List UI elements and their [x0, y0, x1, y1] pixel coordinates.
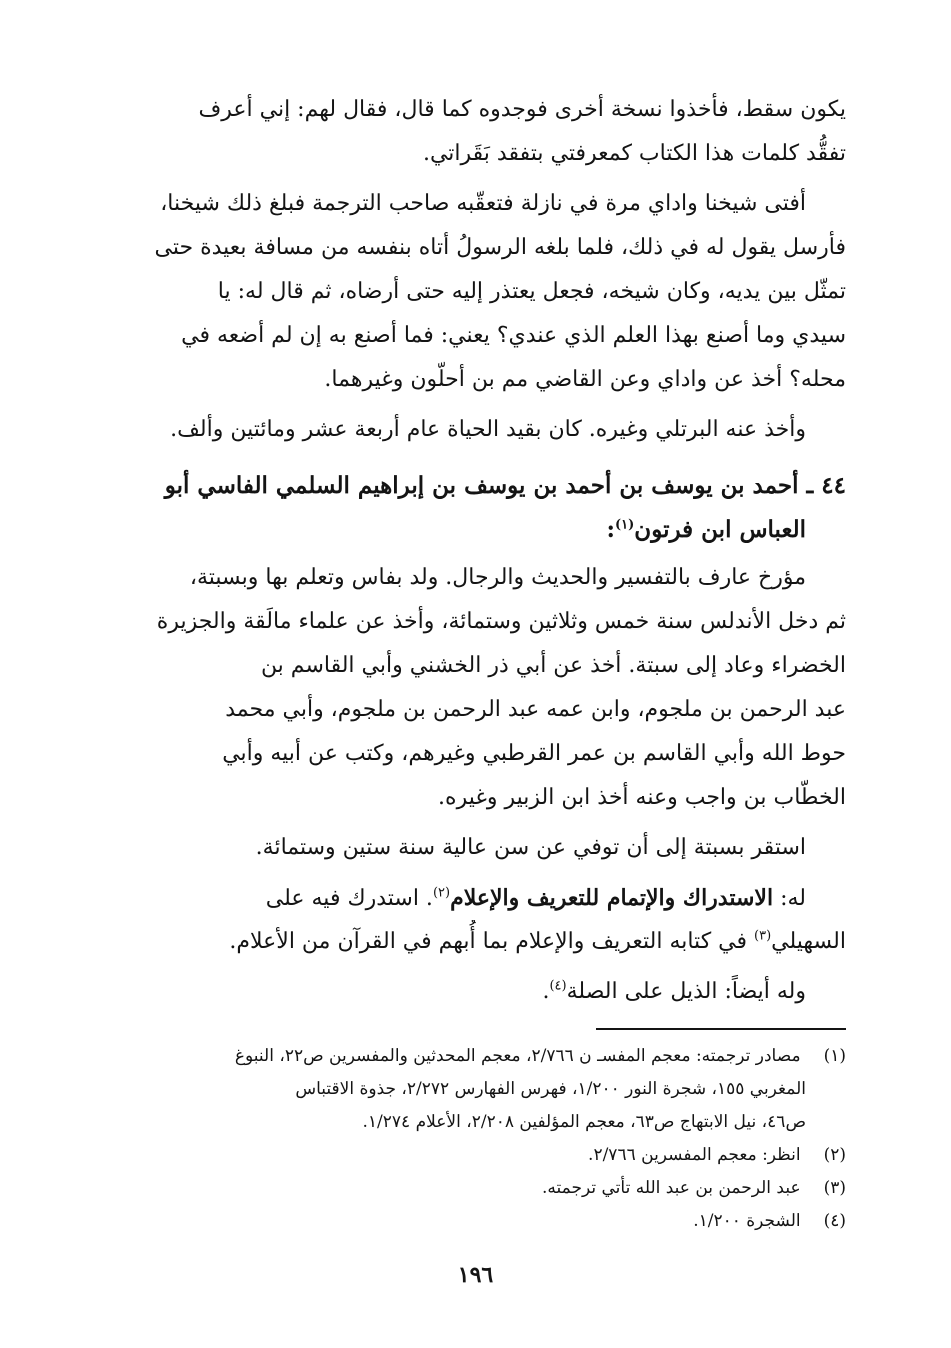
footnote — [104, 1172, 846, 1205]
paragraph-line: ثم دخل الأندلس سنة خمس وثلاثين وستمائة، وأخذ عن علماء مالَقة والجزيرة — [156, 609, 846, 634]
paragraph-line: محله؟ أخذ عن واداي وعن القاضي مم بن أحلّون وغيرهما. — [324, 367, 846, 392]
paragraph-line — [104, 876, 846, 920]
footnote-number: (١) — [823, 1046, 846, 1066]
footnote-text: مصادر ترجمته: معجم المفسـ ن ٢/٧٦٦، معجم المحدثين والمفسرين ص٢٢، النبوغ — [234, 1046, 801, 1066]
footnote-text: المغربي ١٥٥، شجرة النور ١/٢٠٠، فهرس الفهارس ٢/٢٧٢، جذوة الاقتباس — [295, 1079, 806, 1099]
footnote — [104, 1040, 846, 1073]
paragraph-line: وأخذ عنه البرتلي وغيره. كان بقيد الحياة عام أربعة عشر ومائتين وألف. — [170, 417, 806, 442]
footnote — [104, 1139, 846, 1172]
works-description: . استدرك فيه على — [265, 886, 433, 911]
footnote-ref: (٣) — [754, 928, 772, 944]
footnote-ref: (١) — [615, 517, 635, 533]
paragraph-line: يكون سقط، فأخذوا نسخة أخرى فوجدوه كما قال، فقال لهم: إني أعرف — [198, 97, 846, 122]
paragraph-line: استقر بسبتة إلى أن توفي عن سن عالية سنة ستين وستمائة. — [255, 835, 806, 860]
paragraph-line: سيدي وما أصنع بهذا العلم الذي عندي؟ يعني: فما أصنع به إن لم أضعه في — [181, 323, 846, 348]
works-prefix: له: — [773, 886, 806, 911]
footnote — [104, 1205, 846, 1238]
footnote-separator — [596, 1028, 846, 1030]
footnote-text: الشجرة ١/٢٠٠. — [693, 1211, 801, 1231]
heading-colon: : — [606, 516, 615, 543]
works-description: السهيلي — [771, 929, 846, 954]
paragraph-line: مؤرخ عارف بالتفسير والحديث والرجال. ولد بفاس وتعلم بها وبسبتة، — [189, 565, 806, 590]
paragraph-line — [104, 920, 846, 964]
footnote-text: عبد الرحمن بن عبد الله تأتي ترجمته. — [541, 1178, 801, 1198]
paragraph-line: أفتى شيخنا واداي مرة في نازلة فتعقّبه صاحب الترجمة فبلغ ذلك شيخنا، — [160, 191, 806, 216]
paragraph-line: تفقُّد كلمات هذا الكتاب كمعرفتي بتفقد بَقَراتي. — [422, 141, 846, 166]
paragraph-line: الخضراء وعاد إلى سبتة. أخذ عن أبي ذر الخشني وأبي القاسم بن — [260, 653, 846, 678]
paragraph-line: حوط الله وأبي القاسم بن عمر القرطبي وغيرهم، وكتب عن أبيه وأبي — [222, 741, 846, 766]
paragraph-line — [104, 970, 846, 1014]
footnote-ref: (٢) — [432, 885, 451, 901]
page-number: ١٩٦ — [457, 1262, 494, 1288]
footnote-text: انظر: معجم المفسرين ٢/٧٦٦. — [588, 1145, 801, 1165]
works-description: وله أيضاً: الذيل على الصلة — [566, 979, 806, 1004]
footnote-number: (٣) — [823, 1178, 846, 1198]
entry-heading-line: ٤٤ ـ أحمد بن يوسف بن أحمد بن يوسف بن إبراهيم السلمي الفاسي أبو — [164, 472, 846, 499]
entry-heading-line — [104, 508, 846, 552]
works-description: في كتابه التعريف والإعلام بما أُبهم في القرآن من الأعلام. — [229, 929, 755, 954]
footnote-text: ص٤٦، نيل الابتهاج ص٦٣، معجم المؤلفين ٢/٢٠٨، الأعلام ١/٢٧٤. — [362, 1112, 806, 1132]
entry-heading-name: العباس ابن فرتون — [634, 516, 806, 543]
paragraph-line: فأرسل يقول له في ذلك، فلما بلغه الرسولُ أتاه بنفسه من مسافة بعيدة حتى — [154, 235, 846, 260]
paragraph-line: تمثّل بين يديه، وكان شيخه، فجعل يعتذر إليه حتى أرضاه، ثم قال له: يا — [217, 279, 846, 304]
paragraph-line: عبد الرحمن بن ملجوم، وابن عمه عبد الرحمن بن ملجوم، وأبي محمد — [225, 697, 846, 722]
sentence-end: . — [542, 979, 550, 1004]
footnotes — [104, 1040, 846, 1238]
footnote-number: (٢) — [823, 1145, 846, 1165]
book-title: الاستدراك والإتمام للتعريف والإعلام — [450, 885, 774, 911]
paragraph-line: الخطّاب بن واجب وعنه أخذ ابن الزبير وغيره. — [438, 785, 846, 810]
footnote-number: (٤) — [823, 1211, 846, 1231]
main-text — [104, 88, 846, 1014]
footnote-ref: (٤) — [549, 978, 567, 994]
